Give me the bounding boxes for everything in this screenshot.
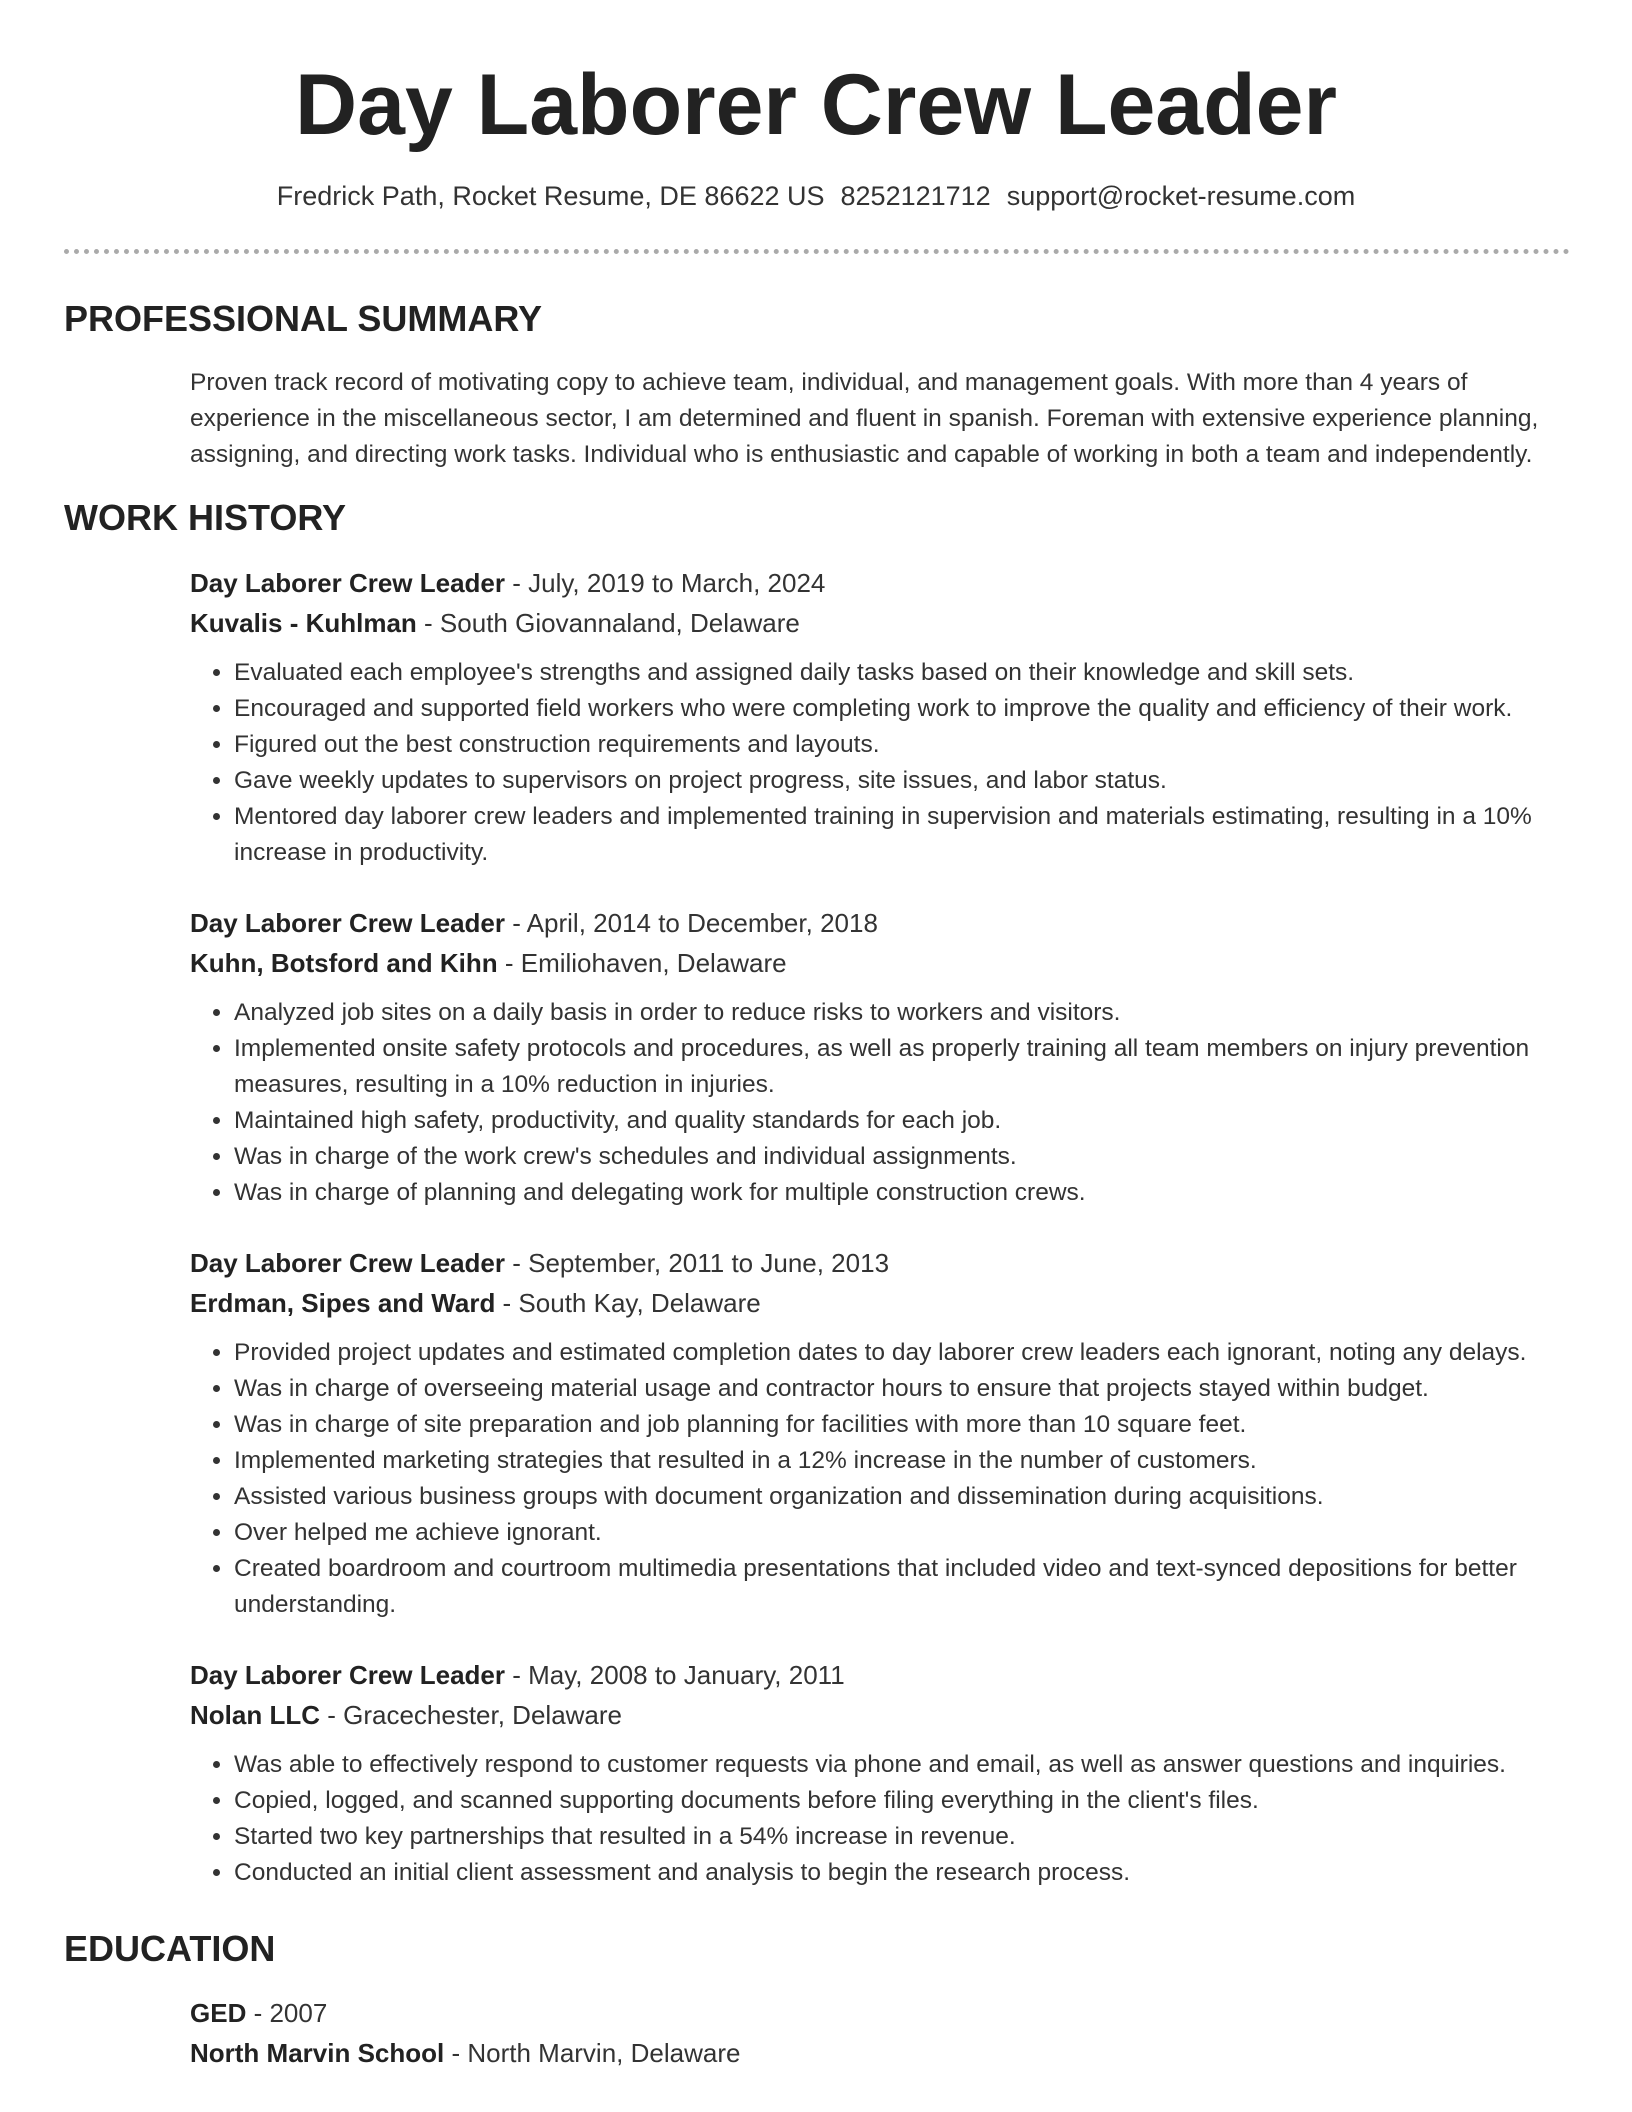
job-location: - Gracechester, Delaware xyxy=(320,1700,623,1730)
job-bullet: • Gave weekly updates to supervisors on project progress, site issues, and labor status. xyxy=(234,763,1570,799)
job-bullet: • Assisted various business groups with document organization and dissemination during acquisitions. xyxy=(234,1479,1570,1515)
job-title-line xyxy=(190,1655,1570,1695)
job-bullet: • Analyzed job sites on a daily basis in order to reduce risks to workers and visitors. xyxy=(234,995,1570,1031)
job-entry xyxy=(190,903,1570,1211)
job-company: Nolan LLC xyxy=(190,1700,320,1730)
job-bullet: • Created boardroom and courtroom multimedia presentations that included video and text-synced depositions for better understanding. xyxy=(234,1551,1570,1623)
job-bullet: • Provided project updates and estimated completion dates to day laborer crew leaders each ignorant, noting any delays. xyxy=(234,1335,1570,1371)
job-company: Kuhn, Botsford and Kihn xyxy=(190,948,498,978)
job-bullet: • Was in charge of the work crew's schedules and individual assignments. xyxy=(234,1139,1570,1175)
education-year: - 2007 xyxy=(246,1998,328,2028)
education-school: North Marvin School xyxy=(190,2038,445,2068)
job-bullets xyxy=(190,655,1570,871)
contact-line xyxy=(0,181,1632,212)
job-company-line xyxy=(190,1695,1570,1735)
job-company-line xyxy=(190,943,1570,983)
job-bullet: • Maintained high safety, productivity, and quality standards for each job. xyxy=(234,1103,1570,1139)
resume-name: Day Laborer Crew Leader xyxy=(295,57,1337,153)
job-position: Day Laborer Crew Leader xyxy=(190,908,506,938)
job-bullet: • Was in charge of site preparation and job planning for facilities with more than 10 square feet. xyxy=(234,1407,1570,1443)
education-school-line xyxy=(190,2033,1570,2073)
job-dates: - July, 2019 to March, 2024 xyxy=(505,568,826,598)
contact-address: Fredrick Path, Rocket Resume, DE 86622 US xyxy=(276,181,825,211)
job-bullet: • Implemented onsite safety protocols and procedures, as well as properly training all team members on injury prevention measures, resulting in a 10% reduction in injuries. xyxy=(234,1031,1570,1103)
job-dates: - September, 2011 to June, 2013 xyxy=(505,1248,890,1278)
job-bullet: • Was able to effectively respond to customer requests via phone and email, as well as answer questions and inquiries. xyxy=(234,1747,1570,1783)
section-title-work-history: WORK HISTORY xyxy=(64,497,347,538)
section-title-education: EDUCATION xyxy=(64,1928,276,1969)
job-company-line xyxy=(190,603,1570,643)
job-dates: - May, 2008 to January, 2011 xyxy=(505,1660,845,1690)
job-dates: - April, 2014 to December, 2018 xyxy=(505,908,878,938)
education-entry xyxy=(190,1993,1570,2073)
job-bullet: • Mentored day laborer crew leaders and implemented training in supervision and materials estimating, resulting in a 10% increase in productivity. xyxy=(234,799,1570,871)
job-entry xyxy=(190,1655,1570,1891)
header-divider xyxy=(64,249,1570,254)
job-company: Erdman, Sipes and Ward xyxy=(190,1288,496,1318)
job-entry xyxy=(190,1243,1570,1623)
job-bullet: • Implemented marketing strategies that resulted in a 12% increase in the number of customers. xyxy=(234,1443,1570,1479)
job-position: Day Laborer Crew Leader xyxy=(190,1248,506,1278)
job-bullets xyxy=(190,1747,1570,1891)
job-bullets xyxy=(190,1335,1570,1623)
job-company: Kuvalis - Kuhlman xyxy=(190,608,417,638)
job-bullet: • Conducted an initial client assessment and analysis to begin the research process. xyxy=(234,1855,1570,1891)
job-company-line xyxy=(190,1283,1570,1323)
job-bullet: • Over helped me achieve ignorant. xyxy=(234,1515,1570,1551)
job-title-line xyxy=(190,1243,1570,1283)
job-bullet: • Copied, logged, and scanned supporting documents before filing everything in the client's files. xyxy=(234,1783,1570,1819)
job-location: - South Giovannaland, Delaware xyxy=(416,608,800,638)
job-bullet: • Encouraged and supported field workers who were completing work to improve the quality and efficiency of their work. xyxy=(234,691,1570,727)
job-bullets xyxy=(190,995,1570,1211)
job-location: - South Kay, Delaware xyxy=(495,1288,761,1318)
contact-phone: 8252121712 xyxy=(840,181,991,211)
job-bullet: • Figured out the best construction requirements and layouts. xyxy=(234,727,1570,763)
job-title-line xyxy=(190,903,1570,943)
education-location: - North Marvin, Delaware xyxy=(444,2038,741,2068)
job-bullet: • Started two key partnerships that resulted in a 54% increase in revenue. xyxy=(234,1819,1570,1855)
summary-text: Proven track record of motivating copy to achieve team, individual, and management goals. With more than 4 years of experience in the miscellaneous sector, I am determined and fluent in spanish. Foreman with extensive experience planning, assigning, and directing work tasks. Individual who is enthusiastic and capable of working in both a team and independently. xyxy=(190,369,1539,468)
education-degree: GED xyxy=(190,1998,247,2028)
education-degree-line xyxy=(190,1993,1570,2033)
job-position: Day Laborer Crew Leader xyxy=(190,568,506,598)
job-bullet: • Evaluated each employee's strengths and assigned daily tasks based on their knowledge and skill sets. xyxy=(234,655,1570,691)
job-title-line xyxy=(190,563,1570,603)
contact-email: support@rocket-resume.com xyxy=(1006,181,1356,211)
section-title-summary: PROFESSIONAL SUMMARY xyxy=(64,298,543,339)
job-location: - Emiliohaven, Delaware xyxy=(497,948,787,978)
job-bullet: • Was in charge of planning and delegating work for multiple construction crews. xyxy=(234,1175,1570,1211)
job-position: Day Laborer Crew Leader xyxy=(190,1660,506,1690)
job-bullet: • Was in charge of overseeing material usage and contractor hours to ensure that projects stayed within budget. xyxy=(234,1371,1570,1407)
job-entry xyxy=(190,563,1570,871)
